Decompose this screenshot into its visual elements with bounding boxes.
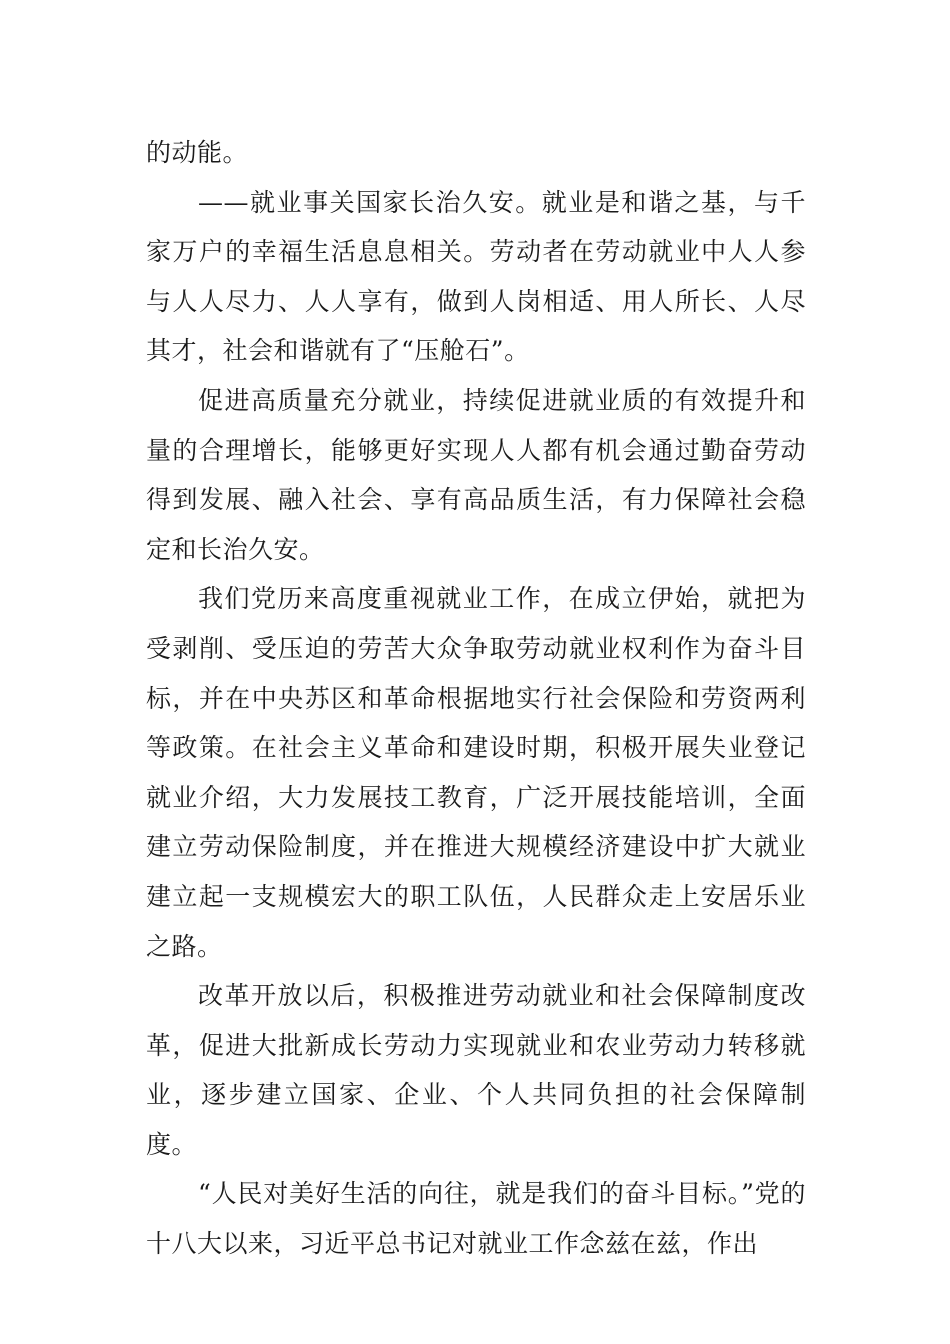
paragraph-5: 改革开放以后，积极推进劳动就业和社会保障制度改革，促进大批新成长劳动力实现就业和农业劳动力转移就业，逐步建立国家、企业、个人共同负担的社会保障制度。 (146, 981, 806, 1159)
paragraph-4: 我们党历来高度重视就业工作，在成立伊始，就把为受剥削、受压迫的劳苦大众争取劳动就业权利作为奋斗目标，并在中央苏区和革命根据地实行社会保险和劳资两利等政策。在社会主义革命和建设时期，积极开展失业登记就业介绍，大力发展技工教育，广泛开展技能培训，全面建立劳动保险制度，并在推进大规模经济建设中扩大就业建立起一支规模宏大的职工队伍，人民群众走上安居乐业之路。 (146, 584, 806, 961)
paragraph-2: ——就业事关国家长治久安。就业是和谐之基，与千家万户的幸福生活息息相关。劳动者在劳动就业中人人参与人人尽力、人人享有，做到人岗相适、用人所长、人尽其才，社会和谐就有了“压舱石”。 (146, 187, 806, 366)
paragraph-3: 促进高质量充分就业，持续促进就业质的有效提升和量的合理增长，能够更好实现人人都有机会通过勤奋劳动得到发展、融入社会、享有高品质生活，有力保障社会稳定和长治久安。 (146, 385, 806, 564)
paragraph-1: 的动能。 (146, 138, 249, 167)
document-body (146, 128, 806, 1269)
paragraph-6: “人民对美好生活的向往，就是我们的奋斗目标。”党的十八大以来，习近平总书记对就业工作念兹在兹，作出 (146, 1179, 806, 1259)
